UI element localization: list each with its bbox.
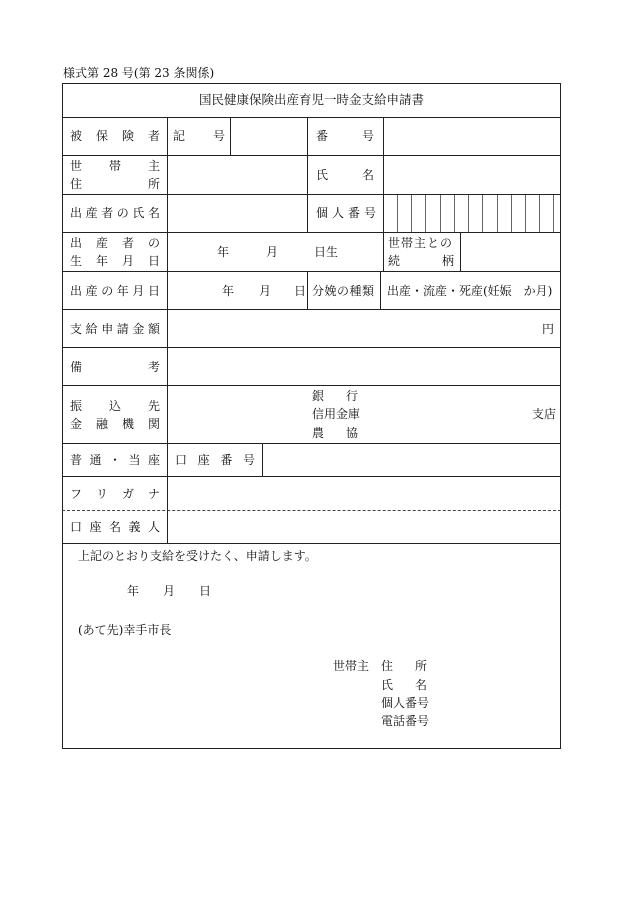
delivery-options[interactable]: 出産・流産・死産(妊娠 か月) xyxy=(387,284,553,298)
personal-number-field[interactable] xyxy=(384,195,560,232)
applicant-address-label: 住 所 xyxy=(381,659,427,673)
furigana-field[interactable] xyxy=(168,477,560,510)
form-title: 国民健康保険出産育児一時金支給申請書 xyxy=(198,92,424,107)
transfer-label-line2: 金 融 機 関 xyxy=(70,417,160,431)
relation-field[interactable] xyxy=(461,233,560,271)
mother-name-label: 出 産 者 の 氏 名 xyxy=(70,206,160,220)
applicant-details-field[interactable] xyxy=(432,656,558,732)
declaration-text: 上記のとおり支給を受けたく、申請します。 xyxy=(78,549,317,563)
number-label: 番 号 xyxy=(316,129,374,143)
birth-day-unit: 日生 xyxy=(314,245,339,259)
transfer-label-line1: 振 込 先 xyxy=(70,399,160,413)
relation-label-line2: 続 柄 xyxy=(388,254,454,268)
decl-month-unit: 月 xyxy=(163,584,176,598)
account-holder-label: 口 座 名 義 人 xyxy=(70,520,160,534)
branch-unit: 支店 xyxy=(532,407,557,421)
remarks-label: 備 考 xyxy=(70,360,160,374)
furigana-label: フ リ ガ ナ xyxy=(70,487,160,501)
date-day-unit: 日 xyxy=(294,284,307,298)
birth-month-unit: 月 xyxy=(266,245,279,259)
form-number-label: 様式第 28 号(第 23 条関係) xyxy=(63,66,215,80)
account-type-label: 普 通 ・ 当 座 xyxy=(70,453,160,467)
decl-day-unit: 日 xyxy=(199,584,212,598)
date-year-unit: 年 xyxy=(222,284,235,298)
symbol-field[interactable] xyxy=(231,118,307,155)
account-number-label: 口 座 番 号 xyxy=(175,453,255,467)
applicant-personal-number-label: 個人番号 xyxy=(381,696,430,710)
branch-name-field[interactable] xyxy=(362,386,532,443)
head-address-field[interactable] xyxy=(168,156,307,194)
head-label-line1: 世 帯 主 xyxy=(70,159,160,173)
account-number-field[interactable] xyxy=(263,444,560,476)
account-holder-field[interactable] xyxy=(168,511,560,543)
amount-label: 支 給 申 請 金 額 xyxy=(70,322,160,336)
yen-unit: 円 xyxy=(542,322,555,336)
name-field[interactable] xyxy=(384,156,560,194)
bank-option: 銀 行 xyxy=(312,389,358,403)
date-month-unit: 月 xyxy=(259,284,272,298)
mother-name-field[interactable] xyxy=(168,195,307,232)
symbol-label: 記 号 xyxy=(173,129,225,143)
applicant-name-label: 氏 名 xyxy=(381,678,427,692)
addressee: (あて先)幸手市長 xyxy=(78,623,172,637)
delivery-type-label: 分娩の種類 xyxy=(312,284,375,298)
amount-field[interactable] xyxy=(168,310,538,347)
name-label: 氏 名 xyxy=(316,168,374,182)
bank-name-field[interactable] xyxy=(168,386,308,443)
head-label-line2: 住 所 xyxy=(70,177,160,191)
agri-coop-option: 農 協 xyxy=(312,426,358,440)
applicant-phone-label: 電話番号 xyxy=(381,714,430,728)
personal-number-label: 個 人 番 号 xyxy=(316,206,376,220)
applicant-head-label: 世帯主 xyxy=(333,659,370,673)
birth-date-label: 出 産 の 年 月 日 xyxy=(70,284,160,298)
mother-birth-label-line1: 出 産 者 の xyxy=(70,236,160,250)
birth-date-field[interactable] xyxy=(168,272,307,309)
mother-birth-field[interactable] xyxy=(168,233,383,271)
birth-year-unit: 年 xyxy=(217,245,230,259)
mother-birth-label-line2: 生 年 月 日 xyxy=(70,254,160,268)
decl-year-unit: 年 xyxy=(127,584,140,598)
remarks-field[interactable] xyxy=(168,348,560,385)
relation-label-line1: 世帯主との xyxy=(388,236,454,250)
number-field[interactable] xyxy=(384,118,560,155)
insured-label: 被 保 険 者 xyxy=(70,129,160,143)
credit-union-option: 信用金庫 xyxy=(312,407,361,421)
